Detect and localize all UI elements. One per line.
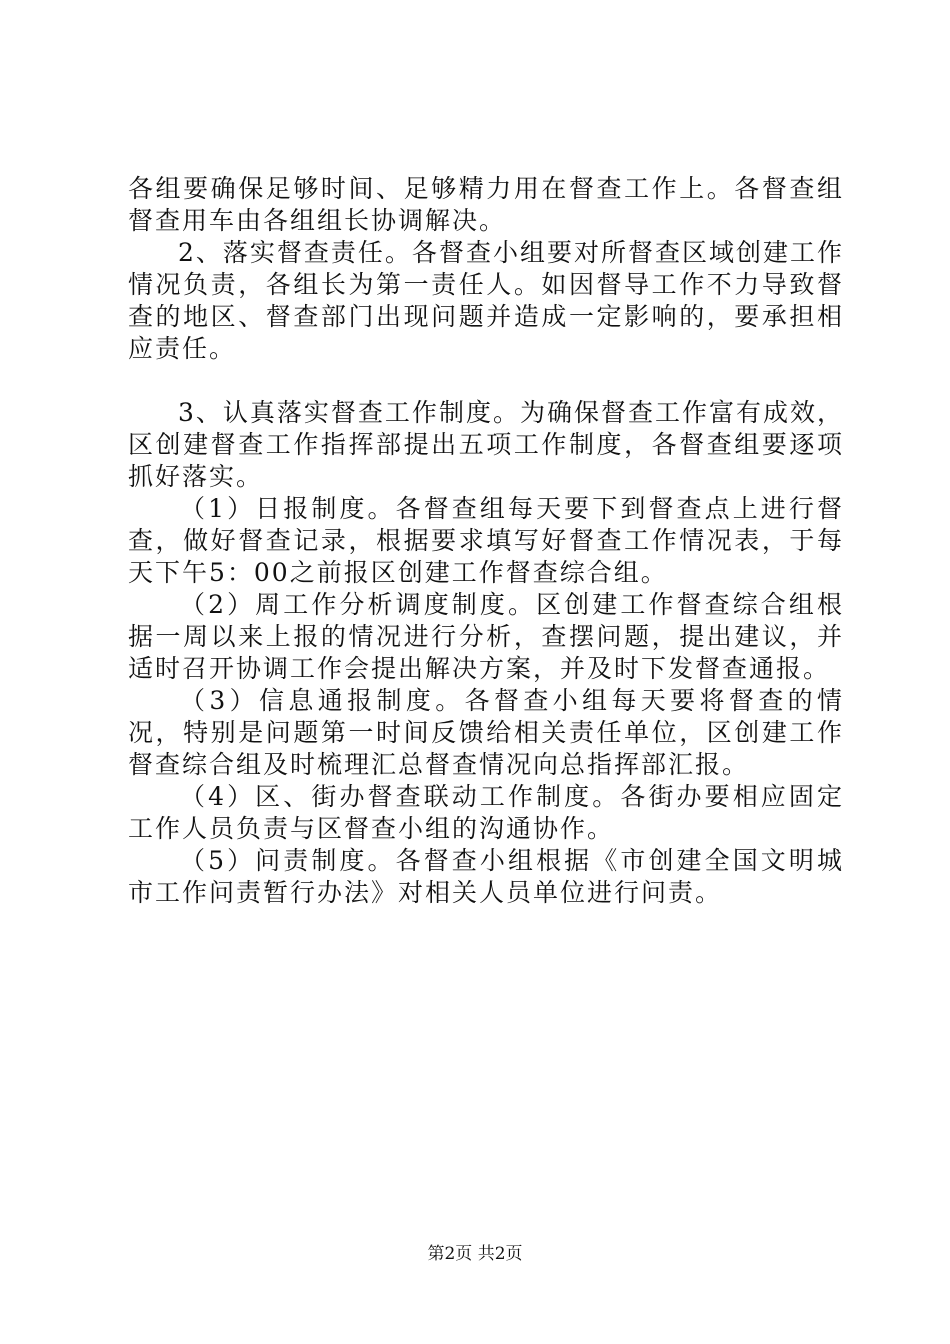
paragraph-system: 3、认真落实督查工作制度。为确保督查工作富有成效，区创建督查工作指挥部提出五项工作制度，各督查组要逐项抓好落实。 xyxy=(128,398,844,491)
paragraph-information-report: （3）信息通报制度。各督查小组每天要将督查的情况，特别是问题第一时间反馈给相关责任单位，区创建工作督查综合组及时梳理汇总督查情况向总指挥部汇报。 xyxy=(128,686,844,779)
paragraph-weekly-analysis: （2）周工作分析调度制度。区创建工作督查综合组根据一周以来上报的情况进行分析，查摆问题，提出建议，并适时召开协调工作会提出解决方案，并及时下发督查通报。 xyxy=(128,590,844,683)
page-number: 第2页 共2页 xyxy=(427,1244,523,1264)
document-body xyxy=(128,173,844,909)
paragraph-continuation: 各组要确保足够时间、足够精力用在督查工作上。各督查组督查用车由各组组长协调解决。 xyxy=(128,174,844,235)
paragraph-accountability: （5）问责制度。各督查小组根据《市创建全国文明城市工作问责暂行办法》对相关人员单位进行问责。 xyxy=(128,846,844,907)
paragraph-responsibility: 2、落实督查责任。各督查小组要对所督查区域创建工作情况负责，各组长为第一责任人。如因督导工作不力导致督查的地区、督查部门出现问题并造成一定影响的，要承担相应责任。 xyxy=(128,238,844,363)
paragraph-linkage: （4）区、街办督查联动工作制度。各街办要相应固定工作人员负责与区督查小组的沟通协作。 xyxy=(128,782,844,843)
paragraph-daily-report: （1）日报制度。各督查组每天要下到督查点上进行督查，做好督查记录，根据要求填写好督查工作情况表，于每天下午5：00之前报区创建工作督查综合组。 xyxy=(128,494,844,587)
